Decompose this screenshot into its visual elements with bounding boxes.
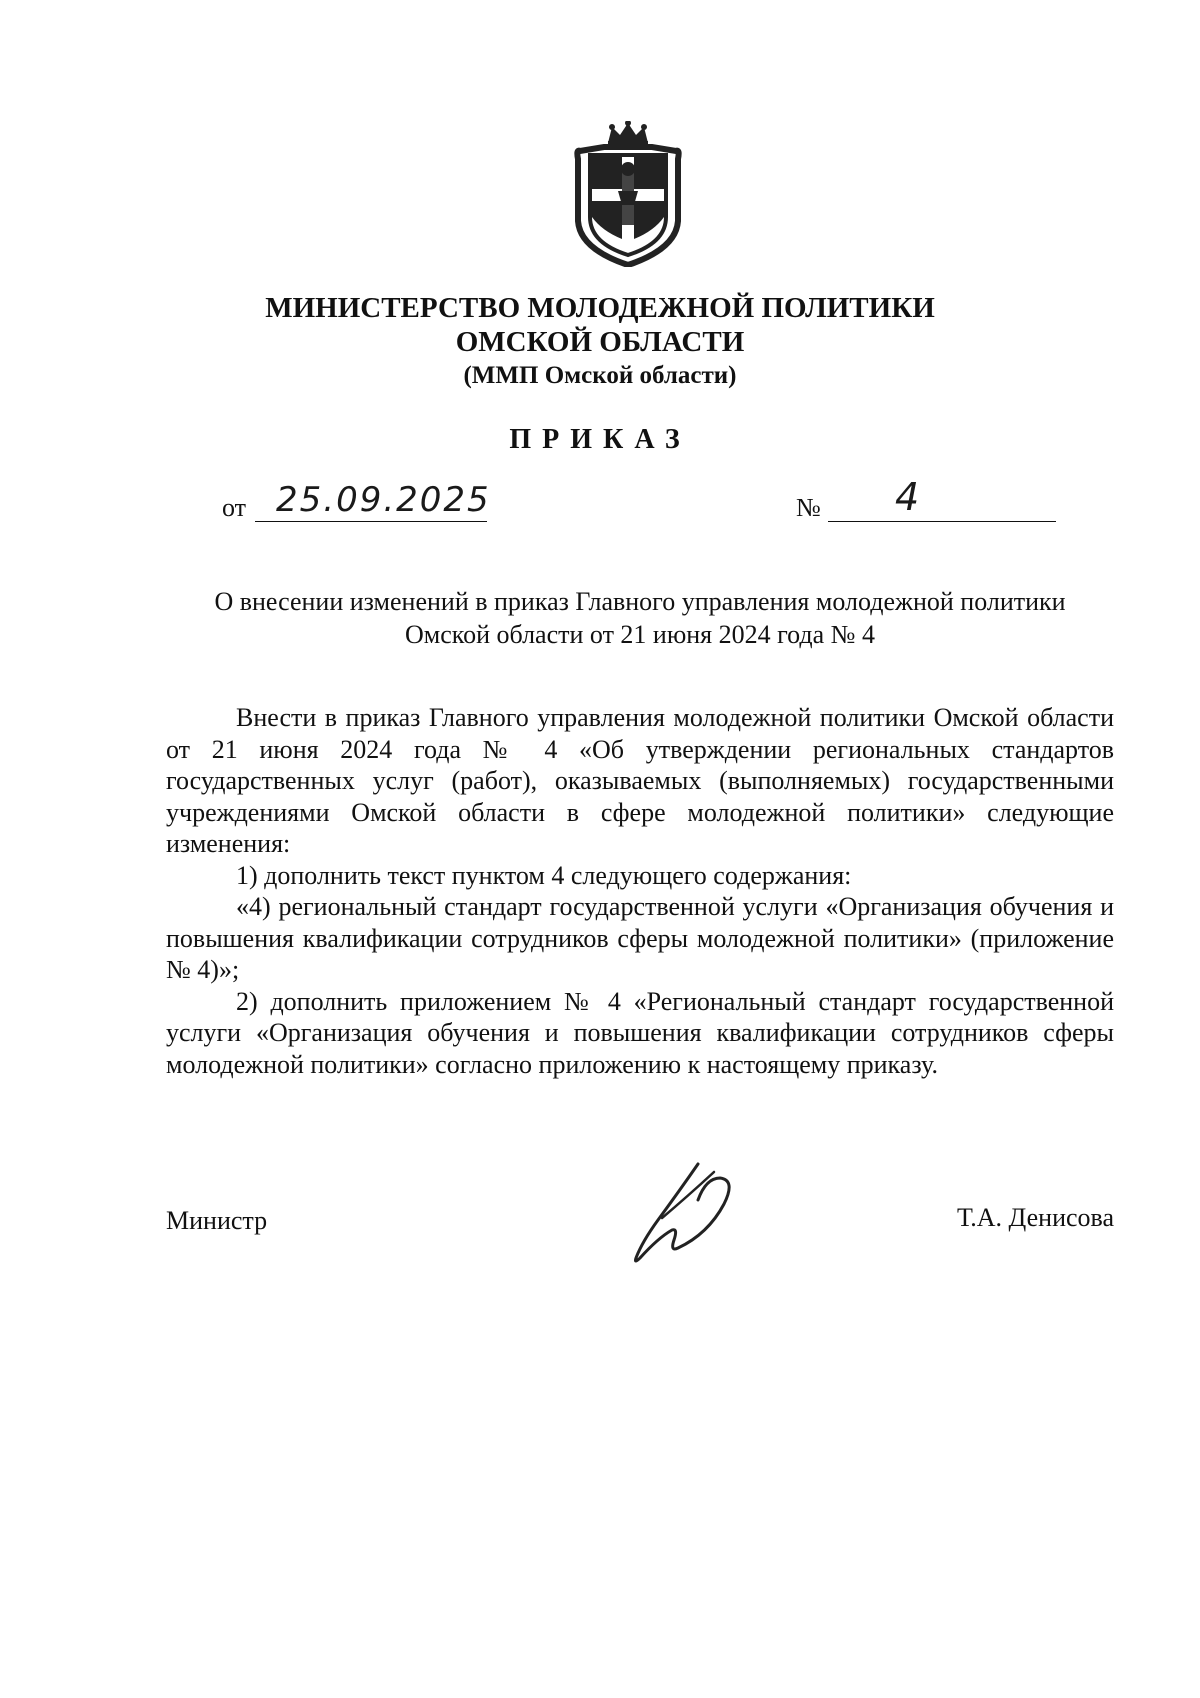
ministry-short-name: (ММП Омской области) (463, 362, 737, 389)
ministry-title-line1: МИНИСТЕРСТВО МОЛОДЕЖНОЙ ПОЛИТИКИ (265, 292, 935, 324)
body-paragraph: 1) дополнить текст пунктом 4 следующего содержания: (236, 860, 852, 890)
body-paragraph: «4) региональный стандарт государственной услуги «Организация обучения и повышения квалификации сотрудников сферы молодежной политики» (приложение № 4)»; (166, 892, 1114, 984)
document-type-heading: ПРИКАЗ (509, 424, 691, 455)
date-label: от (222, 493, 247, 522)
document-subject (140, 585, 1140, 651)
document-body (166, 702, 1114, 1080)
body-paragraph: Внести в приказ Главного управления молодежной политики Омской области от 21 июня 2024 года № 4 «Об утверждении региональных стандартов государственных услуг (работ), оказываемых (выполняемых) государственными учреждениями Омской области в сфере молодежной политики» следующие изменения: (166, 703, 1114, 858)
date-underline (255, 521, 487, 522)
ministry-title-line2: ОМСКОЙ ОБЛАСТИ (455, 326, 745, 358)
signatory-title: Министр (166, 1206, 268, 1235)
subject-line1: О внесении изменений в приказ Главного управления молодежной политики (214, 587, 1066, 616)
date-value: 25.09.2025 (276, 480, 491, 520)
handwritten-signature-icon (628, 1160, 748, 1270)
number-underline (828, 521, 1056, 522)
body-paragraph: 2) дополнить приложением № 4 «Региональный стандарт государственной услуги «Организация обучения и повышения квалификации сотрудников сферы молодежной политики» согласно приложению к настоящему приказу. (166, 986, 1114, 1079)
subject-line2: Омской области от 21 июня 2024 года № 4 (405, 620, 875, 649)
coat-of-arms-emblem-icon (572, 121, 684, 267)
number-label: № (796, 493, 821, 522)
signatory-name: Т.А. Денисова (957, 1203, 1114, 1232)
number-value: 4 (895, 475, 922, 519)
